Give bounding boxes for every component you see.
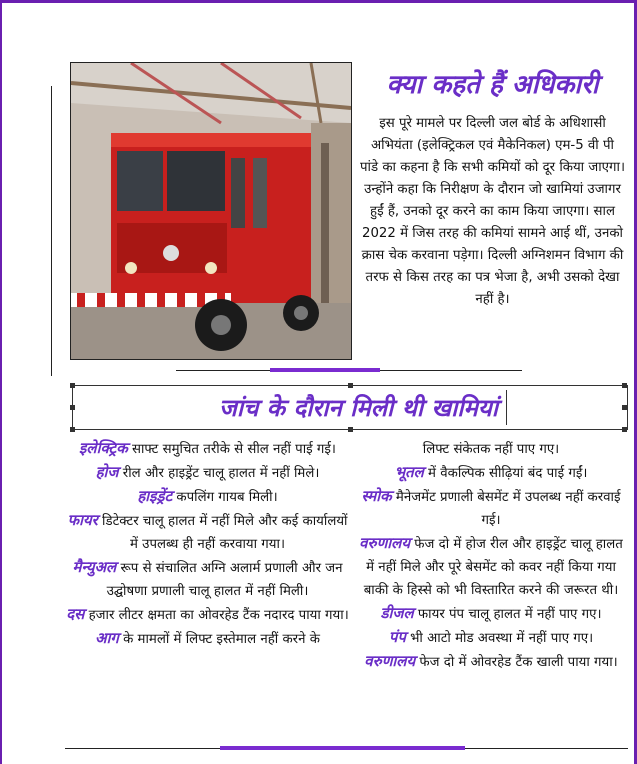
finding-keyword: पंप — [388, 628, 406, 646]
column-rule — [51, 86, 52, 376]
resize-handle[interactable] — [348, 427, 353, 432]
finding-text: साफ्ट समुचित तरीके से सील नहीं पाई गई। — [127, 442, 336, 457]
officials-heading: क्या कहते हैं अधिकारी — [386, 70, 599, 100]
finding-text: मैनेजमेंट प्रणाली बेसमेंट में उपलब्ध नहीं करवाई गई। — [391, 490, 621, 528]
finding-keyword: वरुणालय — [359, 534, 411, 552]
finding-item — [355, 532, 627, 602]
finding-keyword: स्मोक — [361, 487, 392, 505]
finding-item — [355, 485, 627, 532]
fire-truck-photo — [70, 62, 352, 360]
finding-text: डिटेक्टर चालू हालत में नहीं मिले और कई कार्यालयों में उपलब्ध ही नहीं करवाया गया। — [97, 514, 348, 552]
resize-handle[interactable] — [70, 427, 75, 432]
finding-item — [65, 437, 350, 461]
section-divider-accent — [270, 368, 380, 372]
finding-item — [65, 603, 350, 627]
resize-handle[interactable] — [622, 405, 627, 410]
finding-item — [355, 650, 627, 674]
finding-item — [355, 602, 627, 626]
finding-text: रूप से संचालित अग्नि अलार्म प्रणाली और जन उद्घोषणा प्रणाली चालू हालत में नहीं मिली। — [106, 561, 343, 599]
page-frame-top — [0, 0, 637, 3]
findings-heading-box — [72, 385, 628, 430]
finding-keyword: होज — [95, 463, 119, 481]
fire-truck-illustration — [71, 63, 351, 359]
finding-text: कपलिंग गायब मिली। — [172, 490, 278, 505]
finding-item — [65, 627, 350, 651]
resize-handle[interactable] — [70, 405, 75, 410]
resize-handle[interactable] — [348, 383, 353, 388]
resize-handle[interactable] — [622, 427, 627, 432]
finding-text: में वैकल्पिक सीढ़ियां बंद पाई गईं। — [423, 466, 588, 481]
finding-keyword: आग — [95, 629, 119, 647]
footer-rule-accent — [220, 746, 465, 750]
finding-text: हजार लीटर क्षमता का ओवरहेड टैंक नदारद पाया गया। — [84, 608, 349, 623]
findings-right-column — [355, 437, 627, 674]
finding-text: के मामलों में लिफ्ट इस्तेमाल नहीं करने के — [118, 632, 320, 647]
finding-keyword: इलेक्ट्रिक — [79, 439, 128, 457]
finding-text: रील और हाइड्रेंट चालू हालत में नहीं मिले। — [118, 466, 320, 481]
finding-keyword: वरुणालय — [364, 652, 416, 670]
finding-keyword: भूतल — [394, 463, 424, 481]
findings-left-column — [65, 437, 350, 651]
finding-keyword: हाइड्रेंट — [137, 487, 173, 505]
finding-text: फेज दो में होज रील और हाइड्रेंट चालू हालत में नहीं मिले और पूरे बेसमेंट को कवर नहीं किया गया बाकी के हिस्से को भी विस्तारित करने की जरूरत थी। — [363, 537, 623, 598]
finding-keyword: मैन्युअल — [72, 558, 117, 576]
finding-item — [355, 437, 627, 461]
finding-text: लिफ्ट संकेतक नहीं पाए गए। — [422, 442, 560, 457]
finding-keyword: दस — [66, 605, 85, 623]
finding-item — [65, 509, 350, 556]
page-frame-left — [0, 0, 2, 764]
finding-text: फेज दो में ओवरहेड टैंक खाली पाया गया। — [415, 655, 618, 670]
officials-paragraph: इस पूरे मामले पर दिल्ली जल बोर्ड के अधिशासी अभियंता (इलेक्ट्रिकल एवं मैकेनिकल) एम-5 वी पी पांडे का कहना है कि सभी कमियों को दूर किया जाएगा। उन्होंने कहा कि निरीक्षण के दौरान जो खामियां उजागर हुईं हैं, उनको दूर करने का काम किया जाएगा। साल 2022 में जिस तरह की कमियां सामने आई थीं, उनको क्रास चेक करवाना पड़ेगा। दिल्ली अग्निशमन विभाग की तरफ से किस तरह का पत्र भेजा है, अभी उसको देखा नहीं है। — [360, 116, 625, 307]
finding-item — [355, 626, 627, 650]
findings-heading: जांच के दौरान मिली थी खामियां — [219, 393, 498, 422]
finding-text: भी आटो मोड अवस्था में नहीं पाए गए। — [405, 631, 594, 646]
finding-item — [355, 461, 627, 485]
finding-keyword: डीजल — [380, 604, 414, 622]
resize-handle[interactable] — [622, 383, 627, 388]
finding-item — [65, 461, 350, 485]
finding-item — [65, 556, 350, 603]
resize-handle[interactable] — [70, 383, 75, 388]
heading-box-divider — [506, 390, 507, 425]
finding-text: फायर पंप चालू हालत में नहीं पाए गए। — [413, 607, 602, 622]
finding-item — [65, 485, 350, 509]
finding-keyword: फायर — [67, 511, 98, 529]
